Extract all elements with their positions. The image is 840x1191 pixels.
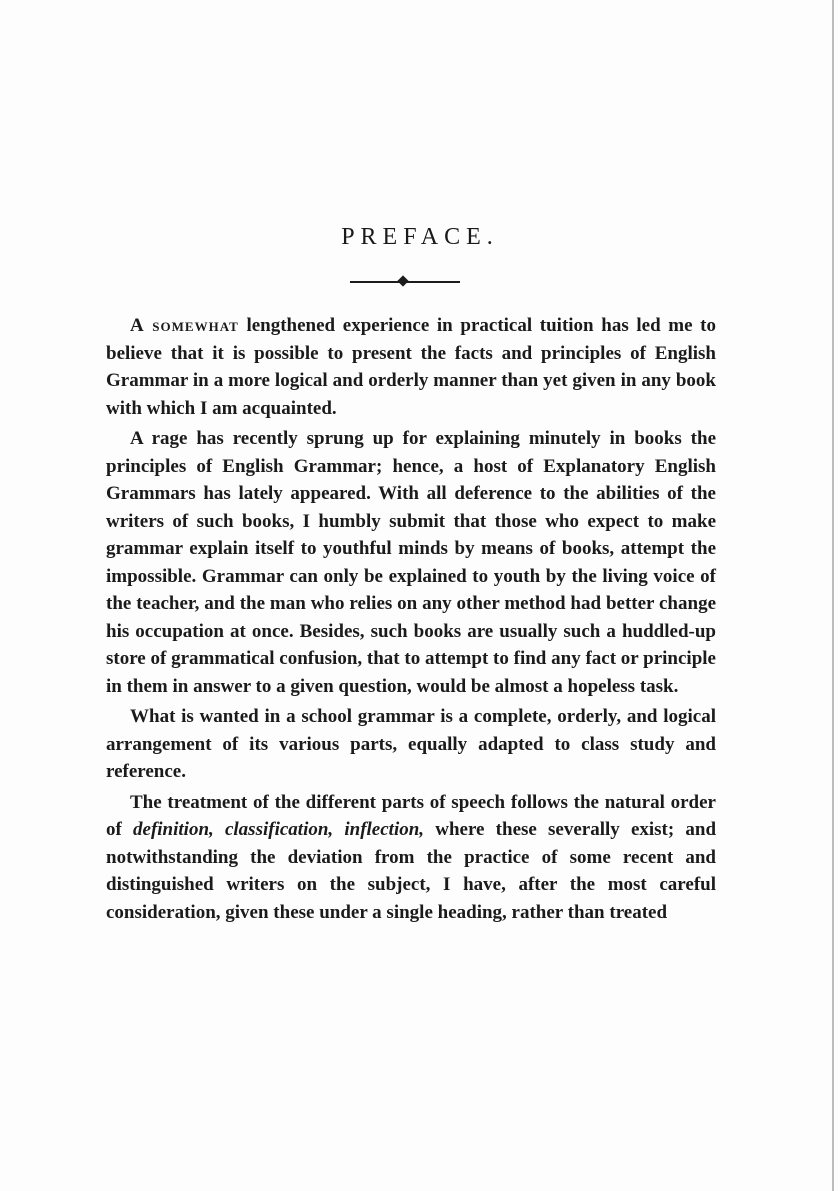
italic-term: definition, [133, 819, 214, 840]
paragraph-text: lengthened experience in practical tuition has led me to believe that it is possible to present the facts and principles of English Grammar in a more logical and orderly manner than yet given in any book with which I am acquainted. [106, 315, 716, 419]
separator [214, 819, 225, 840]
italic-term: inflection, [344, 819, 425, 840]
paragraph-1 [106, 312, 716, 422]
paragraph-text: The treatment of the different parts of speech follows the natural order of [106, 791, 716, 840]
small-caps-lead: A somewhat [130, 315, 239, 336]
ornament-diamond-icon [397, 275, 408, 286]
paragraph-3 [106, 703, 716, 786]
paragraph-text: What is wanted in a school grammar is a complete, orderly, and logical arrangement of its various parts, equally adapted to class study and reference. [106, 706, 716, 782]
paragraph-text: A rage has recently sprung up for explaining minutely in books the principles of English Grammar; hence, a host of Explanatory English Grammars has lately appeared. With all deference to the abilities of the writers of such books, I humbly submit that those who expect to make grammar explain itself to youthful minds by means of books, attempt the impossible. Grammar can only be explained to youth by the living voice of the teacher, and the man who relies on any other method had better change his occupation at once. Besides, such books are usually such a huddled-up store of grammatical confusion, that to attempt to find any fact or principle in them in answer to a given question, would be almost a hopeless task. [106, 428, 716, 697]
page-title: PREFACE. [341, 224, 499, 250]
paragraph-4 [106, 789, 716, 927]
title-ornament [350, 276, 460, 288]
paragraph-2 [106, 425, 716, 700]
separator [333, 819, 344, 840]
page-edge [832, 0, 834, 1191]
italic-term: classification, [224, 819, 334, 840]
preface-body [106, 312, 716, 929]
paragraph-text: where these severally exist; and notwithstanding the deviation from the practice of some recent and distinguished writers on the subject, I have, after the most careful consideration, given these under a single heading, rather than treated [106, 819, 717, 923]
